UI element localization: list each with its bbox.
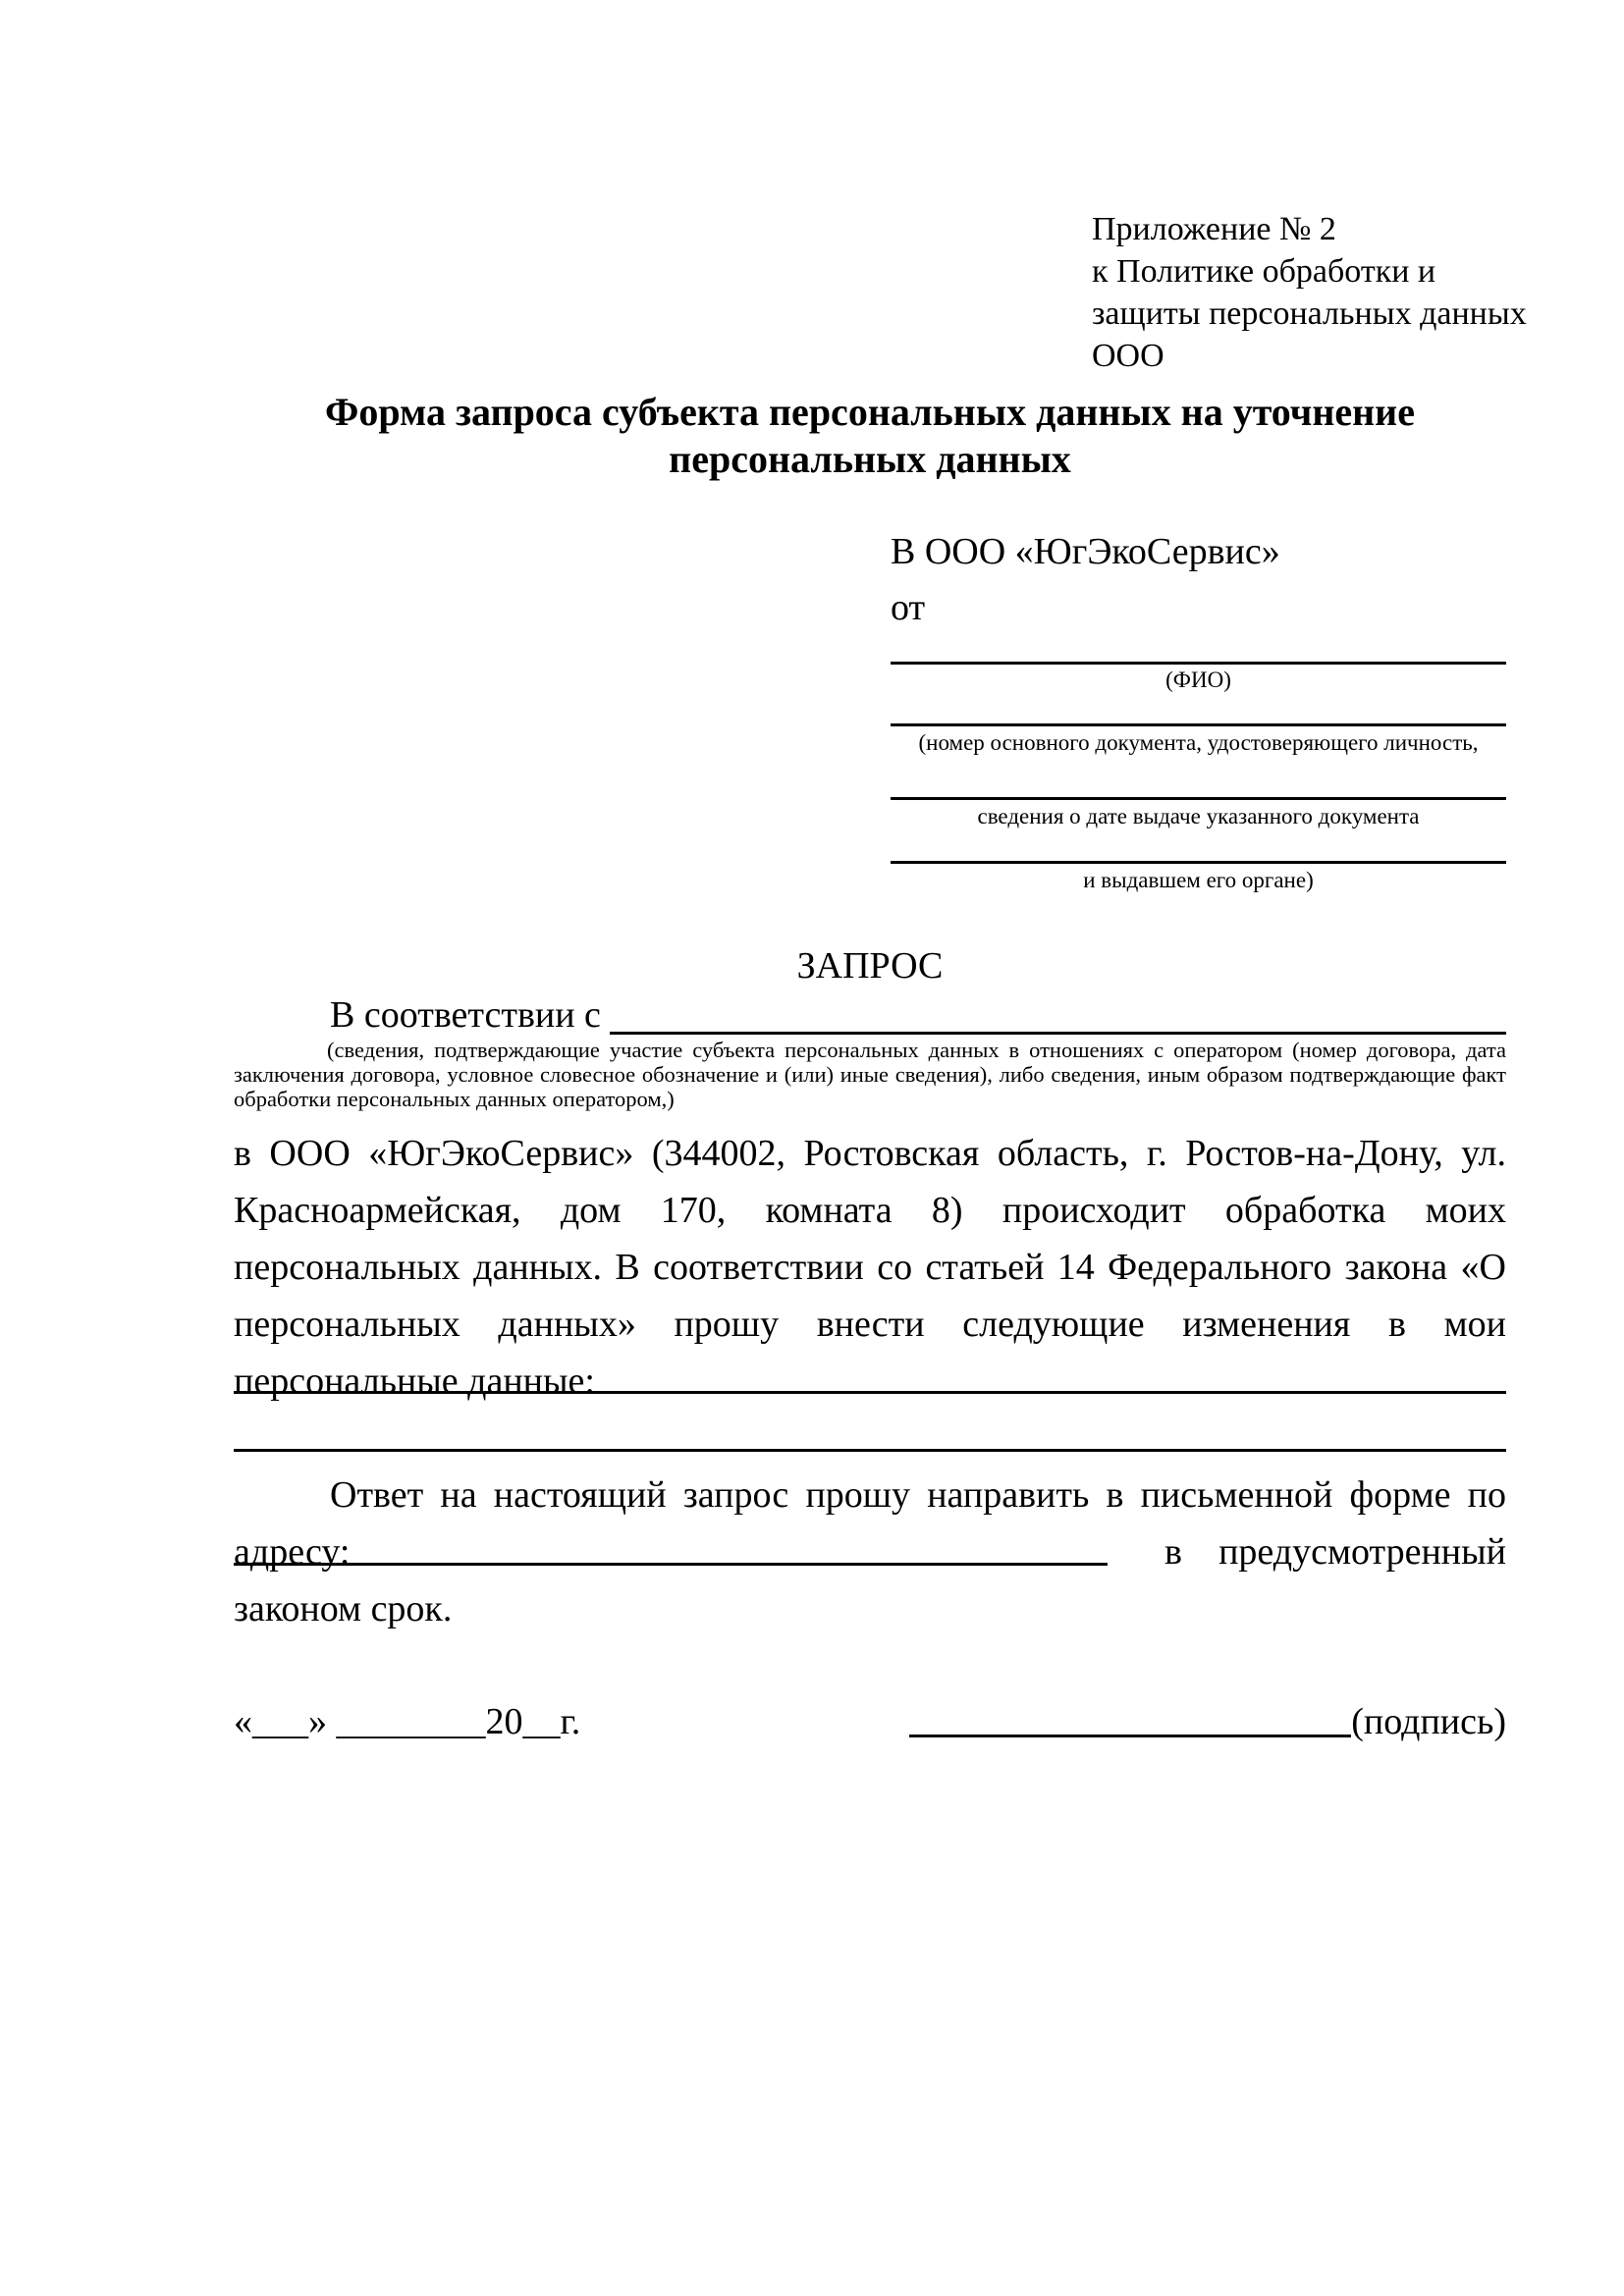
fio-caption: (ФИО)	[1165, 667, 1231, 692]
request-body-paragraph: в ООО «ЮгЭкоСервис» (344002, Ростовская область, г. Ростов-на-Дону, ул. Красноармейская, дом 170, комната 8) происходит обработка моих персональных данных. В соответствии со статьей 14 Федерального закона «О персональных данных» прошу внести следующие изменения в мои персональные данные:	[234, 1133, 1506, 1402]
reply-line-2	[234, 1523, 1506, 1580]
issuing-authority-field-line[interactable]	[891, 831, 1506, 864]
fio-field-line[interactable]	[891, 632, 1506, 665]
reply-line-1: Ответ на настоящий запрос прошу направить в письменной форме по адресу:	[234, 1474, 1506, 1573]
issue-date-caption: сведения о дате выдаче указанного документа	[977, 804, 1420, 828]
appendix-line-3: защиты персональных данных	[1092, 295, 1527, 332]
signature-line[interactable]	[909, 1697, 1351, 1737]
addressee-organization: В ООО «ЮгЭкоСервис»	[891, 531, 1280, 572]
appendix-line-4: ООО	[1092, 338, 1164, 374]
form-title-line-1: Форма запроса субъекта персональных данных на уточнение	[325, 390, 1415, 434]
changes-blank-line-1[interactable]	[234, 1375, 1506, 1394]
paragraph-indent	[234, 993, 330, 1037]
reply-paragraph	[234, 1467, 1506, 1637]
appendix-line-2: к Политике обработки и	[1092, 253, 1436, 290]
signature-caption: (подпись)	[1351, 1701, 1506, 1742]
from-label: от	[891, 587, 926, 628]
signature-group	[909, 1697, 1506, 1746]
addressee-block	[891, 0, 1506, 913]
accordance-label: В соответствии с	[330, 994, 611, 1036]
reply-line-3: законом срок.	[234, 1588, 453, 1629]
appendix-line-1: Приложение № 2	[1092, 211, 1336, 247]
date-signature-row	[234, 1697, 1506, 1754]
changes-blank-line-2[interactable]	[234, 1433, 1506, 1452]
date-field[interactable]: «___» ________20__г.	[234, 1701, 581, 1742]
request-heading: ЗАПРОС	[796, 945, 944, 987]
form-title-line-2: персональных данных	[669, 437, 1071, 481]
accordance-blank-line[interactable]	[610, 993, 1506, 1035]
address-blank-line[interactable]	[234, 1563, 1108, 1566]
accordance-note: (сведения, подтверждающие участие субъекта персональных данных в отношениях с оператором (номер договора, дата заключения договора, условное словесное обозначение и (или) иные сведения), либо сведения, иным образом подтверждающие факт обработки персональных данных оператором,)	[234, 1038, 1506, 1111]
reply-word-v: в	[1164, 1531, 1182, 1573]
reply-word-predusmotrenny: предусмотренный	[1218, 1531, 1506, 1573]
accordance-row	[234, 993, 1506, 1037]
issue-date-field-line[interactable]	[891, 768, 1506, 800]
document-number-caption: (номер основного документа, удостоверяющего личность,	[918, 730, 1479, 755]
document-number-field-line[interactable]	[891, 694, 1506, 726]
issuing-authority-caption: и выдавшем его органе)	[1083, 868, 1314, 892]
